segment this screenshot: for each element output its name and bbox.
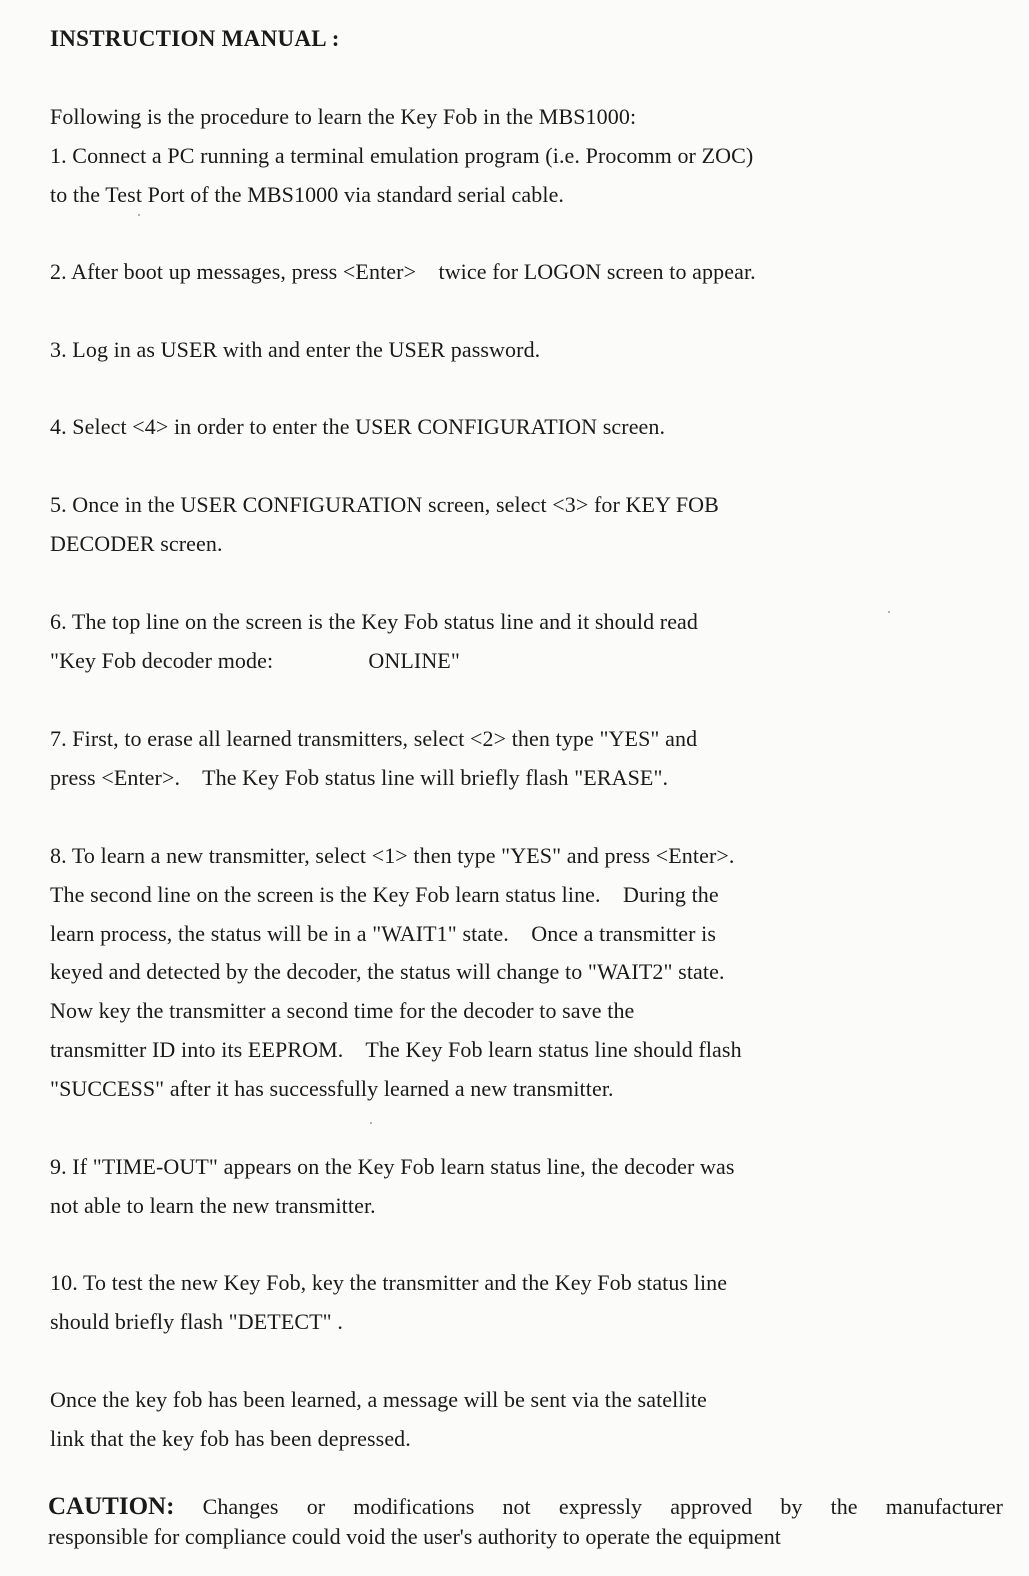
- step-1-line-2: to the Test Port of the MBS1000 via standard serial cable.: [50, 182, 565, 207]
- step-6-line-2: "Key Fob decoder mode: ONLINE": [50, 648, 460, 673]
- step-8-line-7: "SUCCESS" after it has successfully learned a new transmitter.: [50, 1076, 614, 1101]
- step-9-line-2: not able to learn the new transmitter.: [50, 1193, 376, 1218]
- step-5-line-2: DECODER screen.: [50, 531, 223, 556]
- scan-speck: [888, 611, 890, 613]
- step-8-line-1: 8. To learn a new transmitter, select <1> then type "YES" and press <Enter>.: [50, 843, 735, 868]
- caution-label: CAUTION:: [48, 1493, 175, 1520]
- intro-text: Following is the procedure to learn the Key Fob in the MBS1000:: [50, 104, 637, 129]
- page-title: INSTRUCTION MANUAL :: [50, 26, 340, 51]
- closing-line-1: Once the key fob has been learned, a message will be sent via the satellite: [50, 1387, 707, 1412]
- step-2-line-1: 2. After boot up messages, press <Enter> twice for LOGON screen to appear.: [50, 259, 756, 284]
- step-8-line-6: transmitter ID into its EEPROM. The Key Fob learn status line should flash: [50, 1037, 742, 1062]
- step-10-line-1: 10. To test the new Key Fob, key the transmitter and the Key Fob status line: [50, 1270, 728, 1295]
- step-7-line-1: 7. First, to erase all learned transmitters, select <2> then type "YES" and: [50, 726, 698, 751]
- step-1-line-1: 1. Connect a PC running a terminal emulation program (i.e. Procomm or ZOC): [50, 143, 754, 168]
- scan-speck: [138, 214, 140, 216]
- caution-line-1: [48, 1492, 1003, 1522]
- step-9-line-1: 9. If "TIME-OUT" appears on the Key Fob learn status line, the decoder was: [50, 1154, 735, 1179]
- step-8-line-4: keyed and detected by the decoder, the status will change to "WAIT2" state.: [50, 959, 725, 984]
- caution-text-1: Changes or modifications not expressly approved by the manufacturer: [202, 1494, 1003, 1519]
- step-6-line-1: 6. The top line on the screen is the Key Fob status line and it should read: [50, 609, 699, 634]
- step-3-line-1: 3. Log in as USER with and enter the USER password.: [50, 337, 541, 362]
- step-4-line-1: 4. Select <4> in order to enter the USER CONFIGURATION screen.: [50, 414, 666, 439]
- caution-notice: [48, 1492, 1003, 1552]
- step-8-line-3: learn process, the status will be in a "WAIT1" state. Once a transmitter is: [50, 921, 717, 946]
- scan-speck: [370, 1122, 372, 1124]
- step-8-line-2: The second line on the screen is the Key Fob learn status line. During the: [50, 882, 719, 907]
- step-7-line-2: press <Enter>. The Key Fob status line will briefly flash "ERASE".: [50, 765, 669, 790]
- step-8-line-5: Now key the transmitter a second time for the decoder to save the: [50, 998, 635, 1023]
- caution-line-2: responsible for compliance could void the user's authority to operate the equipment: [48, 1524, 781, 1549]
- step-10-line-2: should briefly flash "DETECT" .: [50, 1309, 343, 1334]
- step-5-line-1: 5. Once in the USER CONFIGURATION screen, select <3> for KEY FOB: [50, 492, 719, 517]
- closing-line-2: link that the key fob has been depressed.: [50, 1426, 411, 1451]
